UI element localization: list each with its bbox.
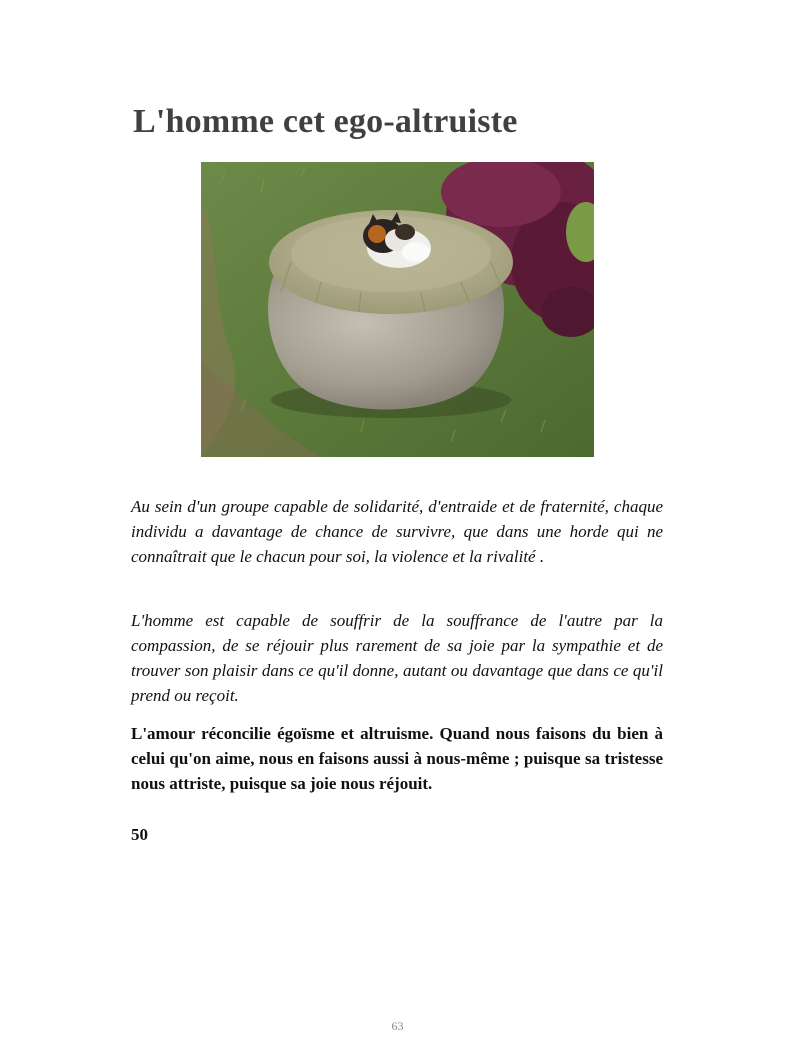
cat-in-stone-planter-photo [201,162,594,457]
page-number: 63 [391,1019,404,1033]
page-title: L'homme cet ego-altruiste [133,103,518,140]
note-number: 50 [131,825,148,844]
paragraph-solidarity: Au sein d'un groupe capable de solidarité, d'entraide et de fraternité, chaque individu a davantage de chance de survivre, que dans une horde qui ne connaîtrait que le chacun pour soi, la violence et la rivalité . [131,497,663,566]
paragraph-compassion: L'homme est capable de souffrir de la souffrance de l'autre par la compassion, de se réjouir plus rarement de sa joie par la sympathie et de trouver son plaisir dans ce qu'il donne, autant ou davantage que dans ce qu'il prend ou reçoit. [131,611,663,705]
paragraph-love: L'amour réconcilie égoïsme et altruisme. Quand nous faisons du bien à celui qu'on aime, nous en faisons aussi à nous-même ; puisque sa tristesse nous attriste, puisque sa joie nous réjouit. [131,724,663,793]
